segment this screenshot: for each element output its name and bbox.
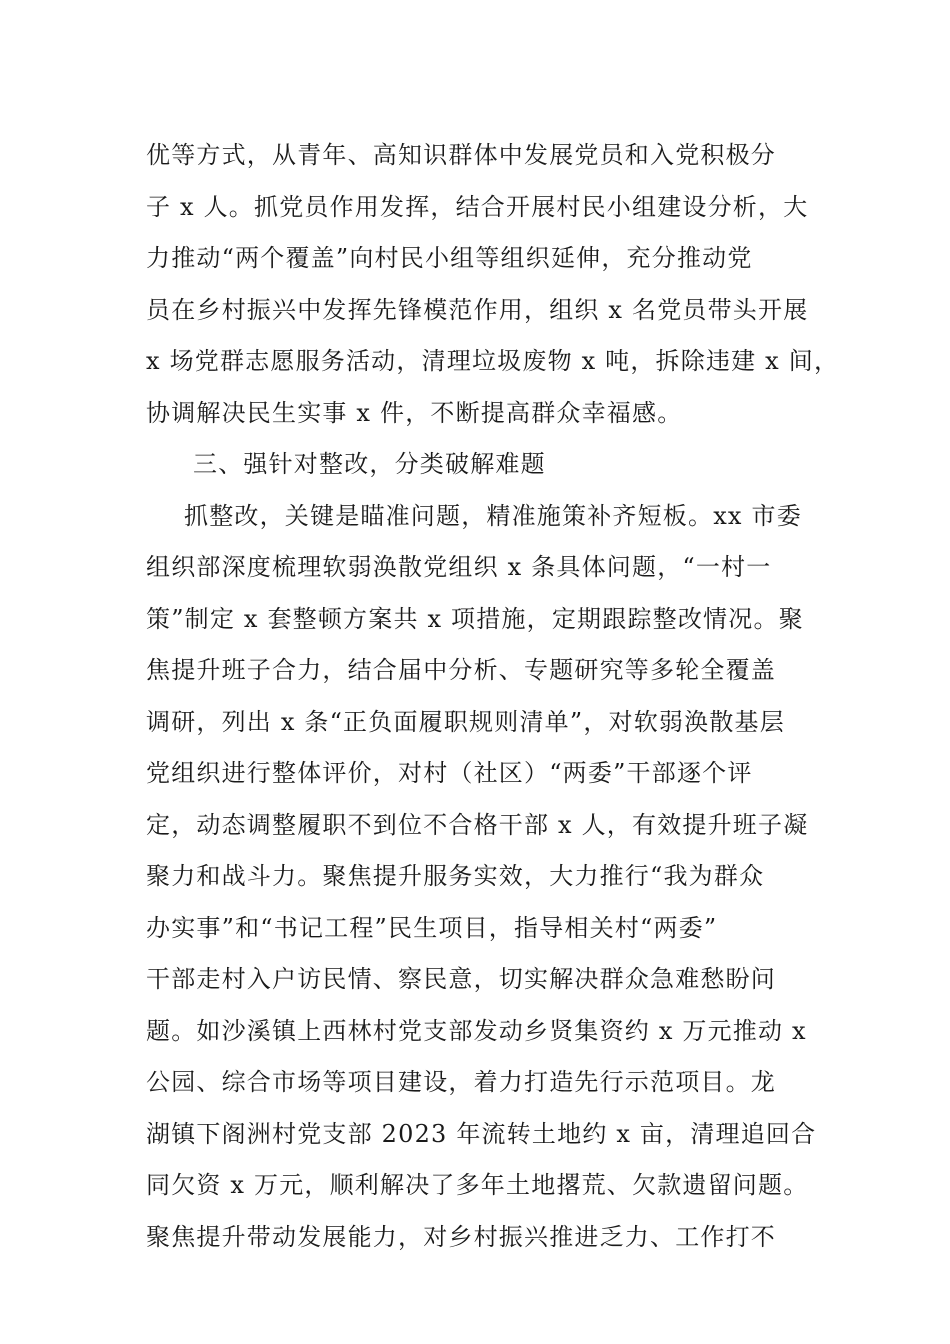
body-line: 焦提升班子合力，结合届中分析、专题研究等多轮全覆盖: [146, 656, 776, 684]
body-line: 党组织进行整体评价，对村（社区）“两委”干部逐个评: [146, 759, 753, 787]
section-heading: 三、强针对整改，分类破解难题: [193, 450, 546, 478]
body-line: 聚力和战斗力。聚焦提升服务实效，大力推行“我为群众: [146, 862, 765, 890]
body-line: x 场党群志愿服务活动，清理垃圾废物 x 吨，拆除违建 x 间，: [146, 347, 840, 375]
body-line: 力推动“两个覆盖”向村民小组等组织延伸，充分推动党: [146, 244, 753, 272]
document-body: [146, 130, 840, 1263]
body-line: 协调解决民生实事 x 件，不断提高群众幸福感。: [146, 398, 683, 427]
body-line: 调研，列出 x 条“正负面履职规则清单”，对软弱涣散基层: [146, 707, 785, 736]
body-line: 同欠资 x 万元，顺利解决了多年土地撂荒、欠款遗留问题。: [146, 1171, 809, 1199]
body-line: 湖镇下阁洲村党支部 2023 年流转土地约 x 亩，清理追回合: [146, 1119, 817, 1148]
body-line: 办实事”和“书记工程”民生项目，指导相关村“两委”: [146, 913, 718, 942]
body-line: 策”制定 x 套整顿方案共 x 项措施，定期跟踪整改情况。聚: [146, 604, 804, 633]
body-line: 定，动态调整履职不到位不合格干部 x 人，有效提升班子凝: [146, 810, 809, 839]
body-line: 子 x 人。抓党员作用发挥，结合开展村民小组建设分析，大: [146, 192, 809, 221]
body-line: 题。如沙溪镇上西林村党支部发动乡贤集资约 x 万元推动 x: [146, 1016, 807, 1045]
body-line: 组织部深度梳理软弱涣散党组织 x 条具体问题，“一村一: [146, 553, 772, 581]
body-line: 干部走村入户访民情、察民意，切实解决群众急难愁盼问: [146, 965, 776, 993]
paragraph-first-line: 抓整改，关键是瞄准问题，精准施策补齐短板。xx 市委: [184, 501, 802, 530]
body-line: 优等方式，从青年、高知识群体中发展党员和入党积极分: [146, 141, 776, 169]
body-line: 员在乡村振兴中发挥先锋模范作用，组织 x 名党员带头开展: [146, 295, 809, 324]
body-line: 聚焦提升带动发展能力，对乡村振兴推进乏力、工作打不: [146, 1222, 776, 1251]
body-line: 公园、综合市场等项目建设，着力打造先行示范项目。龙: [146, 1068, 776, 1096]
